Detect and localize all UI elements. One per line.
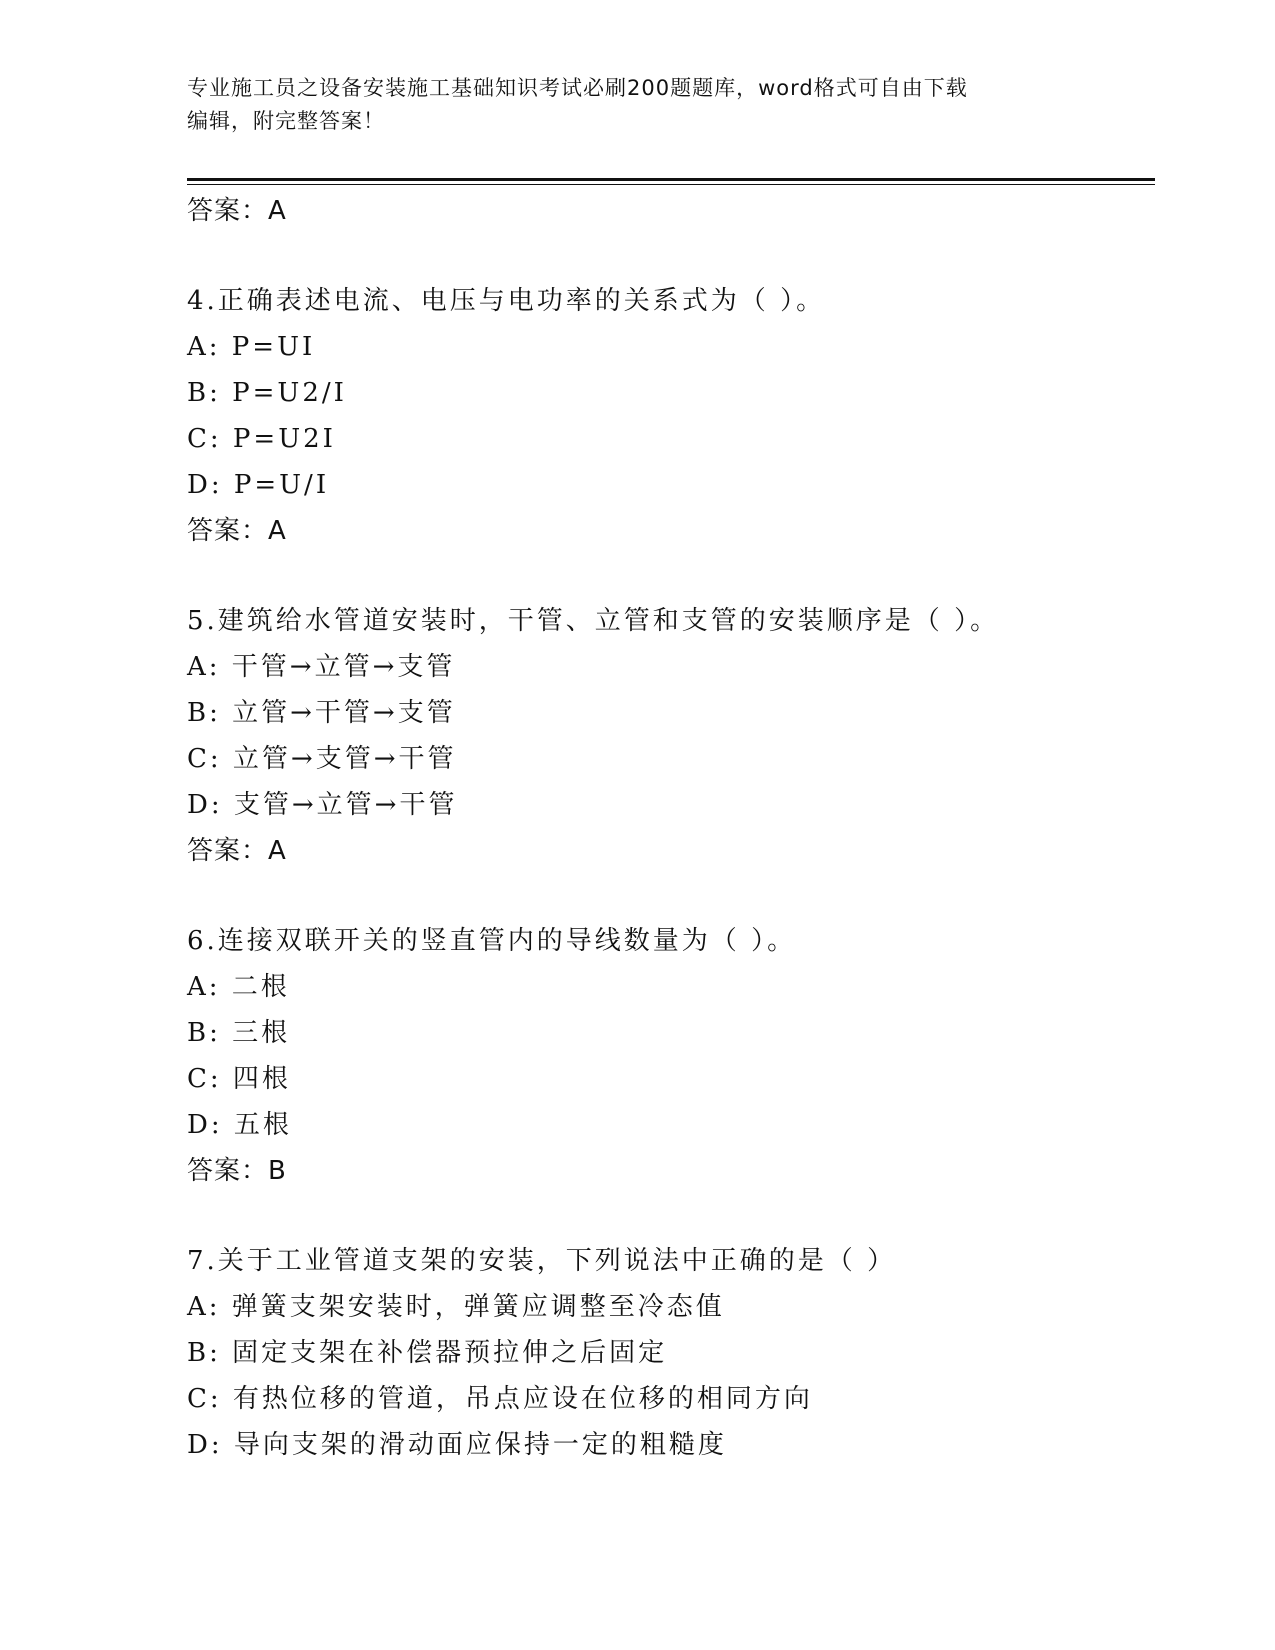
option-d: D: 导向支架的滑动面应保持一定的粗糙度 xyxy=(187,1430,727,1460)
question-block-7 xyxy=(187,1238,1155,1468)
option-b: B: 三根 xyxy=(187,1018,291,1048)
answer-line: 答案：A xyxy=(187,836,287,866)
header-rule-thin xyxy=(187,184,1155,185)
question-list xyxy=(187,188,1155,1468)
header-line-1: 专业施工员之设备安装施工基础知识考试必刷200题题库，word格式可自由下载 xyxy=(187,76,968,100)
option-d: D: 五根 xyxy=(187,1110,292,1140)
option-a: A: P=UI xyxy=(187,332,316,362)
option-c: C: 有热位移的管道，吊点应设在位移的相同方向 xyxy=(187,1384,813,1414)
question-text: 5.建筑给水管道安装时，干管、立管和支管的安装顺序是（ ）。 xyxy=(187,606,1000,636)
option-a: A: 弹簧支架安装时，弹簧应调整至冷态值 xyxy=(187,1292,725,1322)
question-block-5 xyxy=(187,598,1155,874)
option-d: D: P=U/I xyxy=(187,470,330,500)
answer-line: 答案：A xyxy=(187,516,287,546)
answer-line: 答案：B xyxy=(187,1156,287,1186)
header-rule-thick xyxy=(187,178,1155,181)
question-text: 6.连接双联开关的竖直管内的导线数量为（ ）。 xyxy=(187,926,797,956)
option-c: C: P=U2I xyxy=(187,424,336,454)
option-a: A: 干管→立管→支管 xyxy=(187,652,456,682)
option-a: A: 二根 xyxy=(187,972,290,1002)
answer-line: 答案：A xyxy=(187,196,287,226)
question-block-6 xyxy=(187,918,1155,1194)
option-b: B: 固定支架在补偿器预拉伸之后固定 xyxy=(187,1338,668,1368)
option-d: D: 支管→立管→干管 xyxy=(187,790,458,820)
question-text: 7.关于工业管道支架的安装，下列说法中正确的是（ ） xyxy=(187,1246,897,1276)
question-block-4 xyxy=(187,278,1155,554)
option-b: B: P=U2/I xyxy=(187,378,347,408)
document-header xyxy=(187,72,1087,138)
option-c: C: 四根 xyxy=(187,1064,291,1094)
header-line-2: 编辑，附完整答案！ xyxy=(187,109,385,133)
option-c: C: 立管→支管→干管 xyxy=(187,744,457,774)
option-b: B: 立管→干管→支管 xyxy=(187,698,456,728)
question-text: 4.正确表述电流、电压与电功率的关系式为（ ）。 xyxy=(187,286,826,316)
